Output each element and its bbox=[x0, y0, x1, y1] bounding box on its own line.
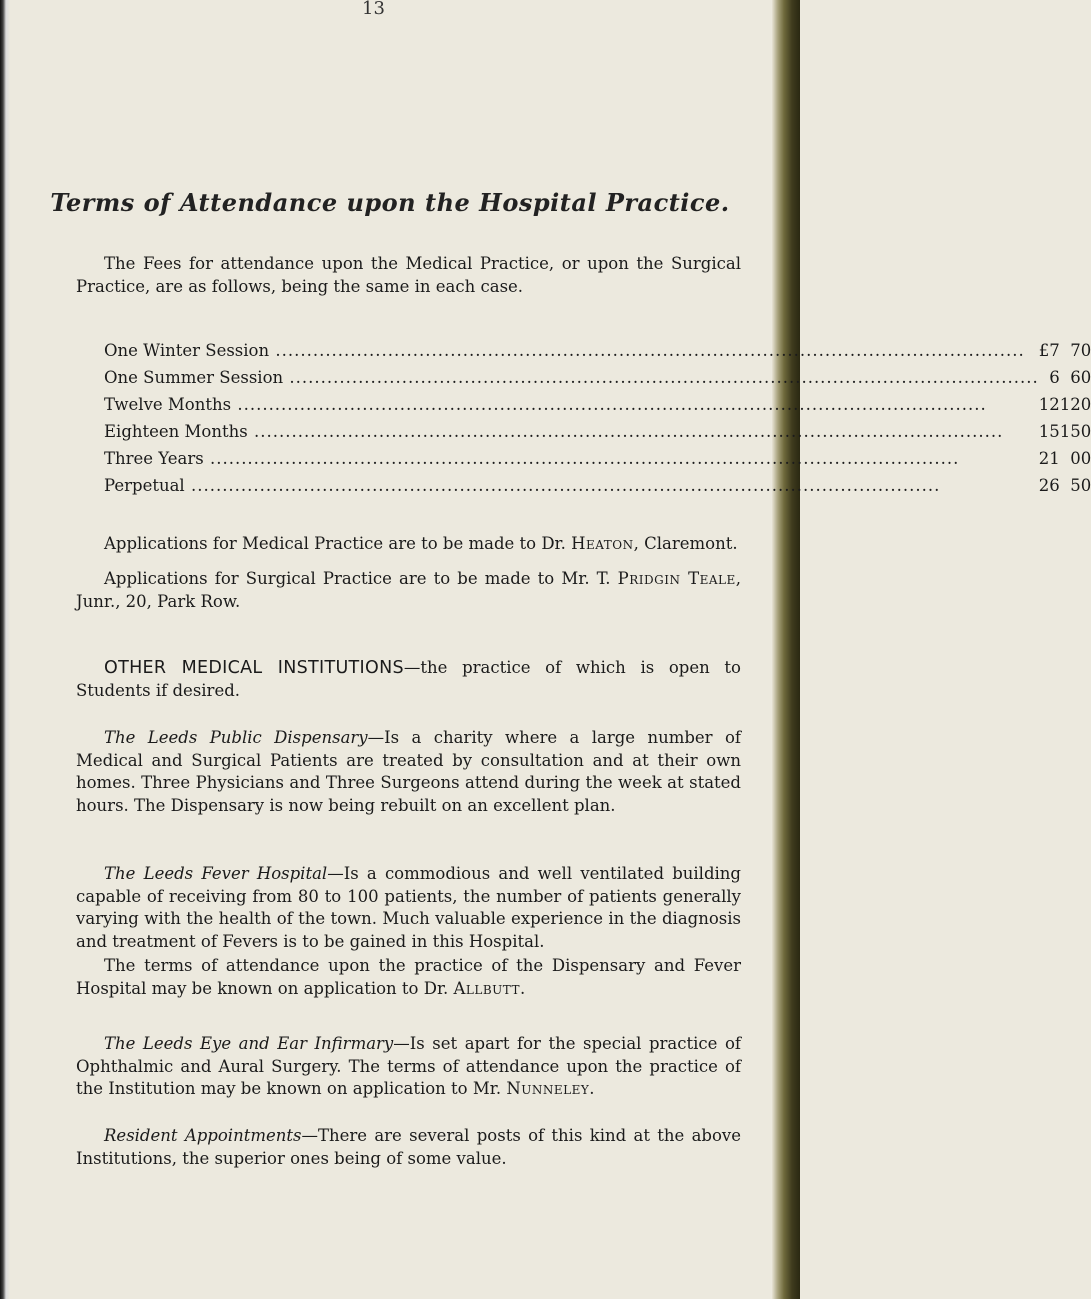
fee-label: Perpetual ........................................................................................................................ bbox=[104, 476, 941, 495]
fever-terms-paragraph bbox=[76, 955, 741, 1000]
fee-pounds: 15 bbox=[1038, 422, 1060, 441]
resident-appointments-text: —There are several posts of this kind at the above Institutions, the superior ones being of some value. bbox=[76, 1126, 742, 1168]
surgical-contact-place: , Junr., 20, Park Row. bbox=[76, 569, 741, 611]
fee-shillings: 7 bbox=[1070, 341, 1081, 360]
fee-label: Three Years ........................................................................................................................ bbox=[104, 449, 960, 468]
medical-application bbox=[76, 533, 741, 556]
medical-contact-name: Heaton bbox=[571, 534, 634, 553]
fee-shillings: 12 bbox=[1059, 395, 1081, 414]
fee-row bbox=[104, 364, 1091, 391]
fee-shillings: 0 bbox=[1070, 449, 1081, 468]
dot-leader: ........................................................................................................................ bbox=[231, 395, 987, 414]
dispensary-text: —Is a charity where a large number of Medical and Surgical Patients are treated by consultation and at their own homes. Three Physicians and Three Surgeons attend during the week at stated hours. The Dispensary is now being rebuilt on an excellent plan. bbox=[76, 728, 741, 815]
other-institutions bbox=[76, 657, 741, 702]
fever-hospital-text: —Is a commodious and well ventilated building capable of receiving from 80 to 100 patients, the number of patients generally varying with the health of the town. Much valuable experience in the diagnosis and treatment of Fevers is to be gained in this Hospital. bbox=[76, 864, 741, 951]
intro-paragraph: The Fees for attendance upon the Medical Practice, or upon the Surgical Practice, are as follows, being the same in each case. bbox=[76, 254, 741, 296]
fee-pence: 0 bbox=[1080, 368, 1091, 387]
fee-label: One Winter Session ........................................................................................................................ bbox=[104, 341, 1025, 360]
eye-end: . bbox=[589, 1079, 595, 1098]
fee-label: One Summer Session ........................................................................................................................ bbox=[104, 368, 1039, 387]
fee-row bbox=[104, 391, 1091, 418]
fee-pence: 0 bbox=[1080, 449, 1091, 468]
dot-leader: ........................................................................................................................ bbox=[247, 422, 1004, 441]
dot-leader: ........................................................................................................................ bbox=[269, 341, 1025, 360]
fever-terms-text: The terms of attendance upon the practice of the Dispensary and Fever Hospital may be known on application to Dr. bbox=[76, 956, 741, 998]
dispensary-name: The Leeds Public Dispensary bbox=[104, 728, 368, 747]
eye-contact-name: Nunneley bbox=[506, 1079, 590, 1098]
other-institutions-text: —the practice of which is open to Students if desired. bbox=[76, 658, 741, 700]
page-heading: Terms of Attendance upon the Hospital Practice. bbox=[50, 188, 730, 217]
eye-infirmary-name: The Leeds Eye and Ear Infirmary bbox=[104, 1034, 394, 1053]
fee-shillings: 6 bbox=[1070, 368, 1081, 387]
fee-pounds: 6 bbox=[1049, 368, 1060, 387]
other-institutions-title: OTHER MEDICAL INSTITUTIONS bbox=[104, 658, 404, 678]
dot-leader: ........................................................................................................................ bbox=[283, 368, 1039, 387]
fee-pence: 0 bbox=[1080, 422, 1091, 441]
fee-pounds: 12 bbox=[1038, 395, 1060, 414]
fee-pence: 0 bbox=[1080, 395, 1091, 414]
fee-shillings: 15 bbox=[1059, 422, 1081, 441]
medical-contact-place: , Claremont. bbox=[633, 534, 738, 553]
fee-shillings: 5 bbox=[1070, 476, 1081, 495]
fever-hospital-name: The Leeds Fever Hospital bbox=[104, 864, 328, 883]
surgical-application-text: Applications for Surgical Practice are to be made to Mr. T. bbox=[104, 569, 611, 588]
fee-row bbox=[104, 445, 1091, 472]
fees-table bbox=[104, 337, 1091, 499]
fever-hospital-paragraph bbox=[76, 863, 741, 953]
page-number: 13 bbox=[362, 0, 385, 19]
eye-infirmary-paragraph bbox=[76, 1033, 741, 1101]
resident-appointments-paragraph bbox=[76, 1125, 741, 1170]
fee-label: Eighteen Months ........................................................................................................................ bbox=[104, 422, 1004, 441]
fee-pounds: £7 bbox=[1038, 341, 1060, 360]
fee-pounds: 21 bbox=[1038, 449, 1060, 468]
fee-label: Twelve Months ........................................................................................................................ bbox=[104, 395, 987, 414]
medical-application-text: Applications for Medical Practice are to be made to Dr. bbox=[104, 534, 566, 553]
eye-infirmary-text: —Is set apart for the special practice of Ophthalmic and Aural Surgery. The terms of attendance upon the practice of the Institution may be known on application to Mr. bbox=[76, 1034, 741, 1098]
fee-row bbox=[104, 337, 1091, 364]
dispensary-paragraph bbox=[76, 727, 741, 817]
dot-leader: ........................................................................................................................ bbox=[184, 476, 941, 495]
fee-pence: 0 bbox=[1080, 476, 1091, 495]
fee-pence: 0 bbox=[1080, 341, 1091, 360]
surgical-contact-name: Pridgin Teale bbox=[617, 569, 736, 588]
resident-appointments-name: Resident Appointments bbox=[104, 1126, 302, 1145]
fever-contact-name: Allbutt bbox=[453, 978, 521, 998]
fee-row bbox=[104, 418, 1091, 445]
dot-leader: ........................................................................................................................ bbox=[203, 449, 960, 468]
fee-pounds: 26 bbox=[1038, 476, 1060, 495]
surgical-application bbox=[76, 568, 741, 613]
fever-terms-end: . bbox=[520, 978, 526, 998]
fee-row bbox=[104, 472, 1091, 499]
